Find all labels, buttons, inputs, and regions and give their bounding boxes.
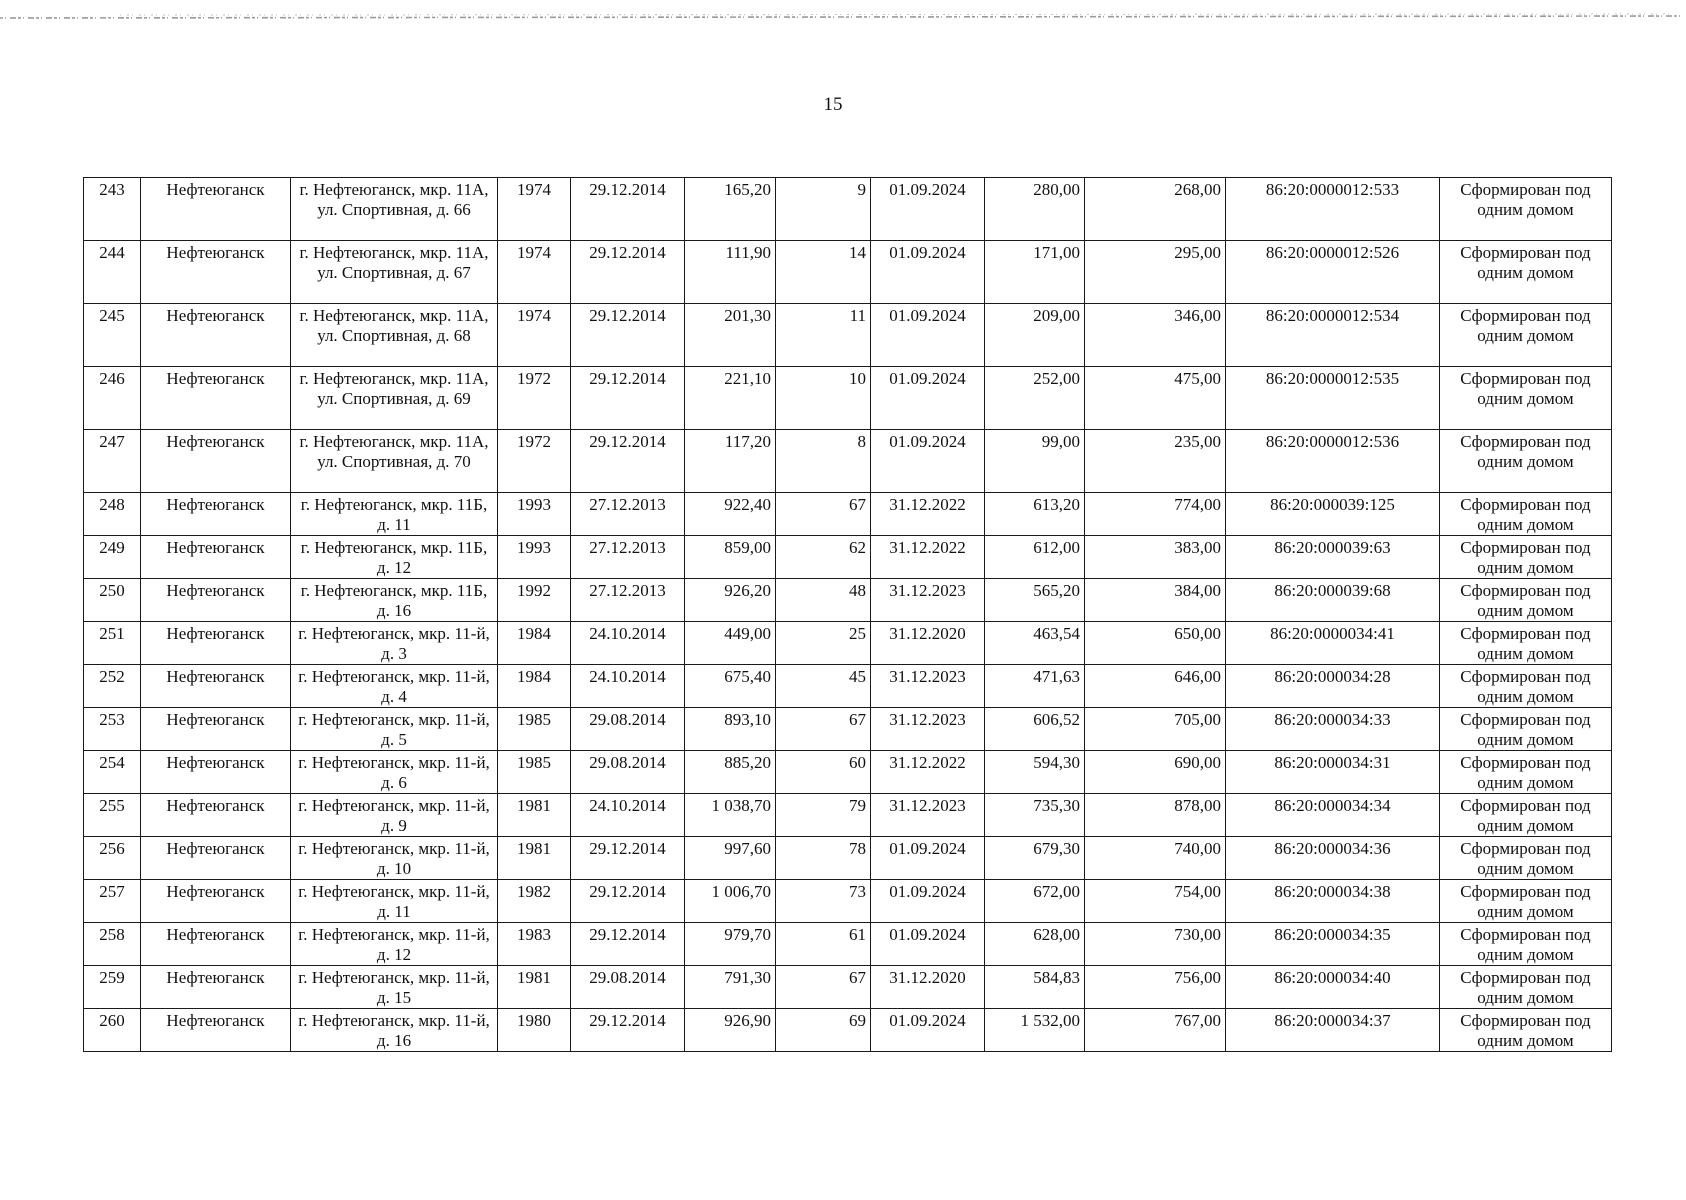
cadastral-number-cell: 86:20:000034:28 <box>1226 665 1440 708</box>
count-cell: 8 <box>776 430 871 493</box>
address-cell: г. Нефтеюганск, мкр. 11А, ул. Спортивная, д. 66 <box>291 178 498 241</box>
status-cell: Сформирован под одним домом <box>1440 304 1612 367</box>
count-cell: 78 <box>776 837 871 880</box>
cadastral-number-cell: 86:20:000039:63 <box>1226 536 1440 579</box>
value-cell: 613,20 <box>985 493 1085 536</box>
row-number: 247 <box>84 430 141 493</box>
scan-edge-artifact <box>0 10 1686 24</box>
registry-body <box>84 178 1612 1052</box>
status-cell: Сформирован под одним домом <box>1440 751 1612 794</box>
status-cell: Сформирован под одним домом <box>1440 966 1612 1009</box>
cadastral-number-cell: 86:20:000039:68 <box>1226 579 1440 622</box>
row-number: 252 <box>84 665 141 708</box>
deadline-date-cell: 01.09.2024 <box>871 923 985 966</box>
area-cell: 201,30 <box>685 304 776 367</box>
address-cell: г. Нефтеюганск, мкр. 11Б, д. 12 <box>291 536 498 579</box>
value-cell: 628,00 <box>985 923 1085 966</box>
cadastral-number-cell: 86:20:000034:34 <box>1226 794 1440 837</box>
row-number: 249 <box>84 536 141 579</box>
cadastral-number-cell: 86:20:000034:36 <box>1226 837 1440 880</box>
deadline-date-cell: 01.09.2024 <box>871 367 985 430</box>
area-cell: 221,10 <box>685 367 776 430</box>
area-cell: 926,20 <box>685 579 776 622</box>
address-cell: г. Нефтеюганск, мкр. 11-й, д. 16 <box>291 1009 498 1052</box>
count-cell: 73 <box>776 880 871 923</box>
cadastral-number-cell: 86:20:000034:35 <box>1226 923 1440 966</box>
cadastral-number-cell: 86:20:0000012:534 <box>1226 304 1440 367</box>
value-cell: 1 532,00 <box>985 1009 1085 1052</box>
deadline-date-cell: 01.09.2024 <box>871 880 985 923</box>
status-cell: Сформирован под одним домом <box>1440 622 1612 665</box>
area-cell: 926,90 <box>685 1009 776 1052</box>
count-cell: 67 <box>776 966 871 1009</box>
table-row <box>84 1009 1612 1052</box>
value-cell: 268,00 <box>1085 178 1226 241</box>
city-cell: Нефтеюганск <box>141 923 291 966</box>
count-cell: 25 <box>776 622 871 665</box>
city-cell: Нефтеюганск <box>141 751 291 794</box>
date-cell: 27.12.2013 <box>571 493 685 536</box>
city-cell: Нефтеюганск <box>141 178 291 241</box>
area-cell: 979,70 <box>685 923 776 966</box>
deadline-date-cell: 31.12.2023 <box>871 579 985 622</box>
row-number: 254 <box>84 751 141 794</box>
build-year-cell: 1981 <box>498 837 571 880</box>
address-cell: г. Нефтеюганск, мкр. 11-й, д. 9 <box>291 794 498 837</box>
deadline-date-cell: 31.12.2023 <box>871 665 985 708</box>
build-year-cell: 1980 <box>498 1009 571 1052</box>
housing-registry-table <box>83 177 1612 1052</box>
deadline-date-cell: 31.12.2020 <box>871 622 985 665</box>
value-cell: 475,00 <box>1085 367 1226 430</box>
address-cell: г. Нефтеюганск, мкр. 11А, ул. Спортивная, д. 70 <box>291 430 498 493</box>
row-number: 259 <box>84 966 141 1009</box>
build-year-cell: 1974 <box>498 304 571 367</box>
value-cell: 463,54 <box>985 622 1085 665</box>
page-number: 15 <box>823 94 843 115</box>
area-cell: 111,90 <box>685 241 776 304</box>
value-cell: 679,30 <box>985 837 1085 880</box>
status-cell: Сформирован под одним домом <box>1440 923 1612 966</box>
address-cell: г. Нефтеюганск, мкр. 11А, ул. Спортивная, д. 68 <box>291 304 498 367</box>
table-row <box>84 665 1612 708</box>
address-cell: г. Нефтеюганск, мкр. 11Б, д. 11 <box>291 493 498 536</box>
date-cell: 29.12.2014 <box>571 304 685 367</box>
cadastral-number-cell: 86:20:000034:37 <box>1226 1009 1440 1052</box>
status-cell: Сформирован под одним домом <box>1440 1009 1612 1052</box>
build-year-cell: 1981 <box>498 966 571 1009</box>
area-cell: 885,20 <box>685 751 776 794</box>
area-cell: 922,40 <box>685 493 776 536</box>
cadastral-number-cell: 86:20:0000034:41 <box>1226 622 1440 665</box>
table-row <box>84 923 1612 966</box>
area-cell: 893,10 <box>685 708 776 751</box>
value-cell: 730,00 <box>1085 923 1226 966</box>
address-cell: г. Нефтеюганск, мкр. 11А, ул. Спортивная, д. 69 <box>291 367 498 430</box>
value-cell: 252,00 <box>985 367 1085 430</box>
value-cell: 99,00 <box>985 430 1085 493</box>
status-cell: Сформирован под одним домом <box>1440 880 1612 923</box>
row-number: 256 <box>84 837 141 880</box>
city-cell: Нефтеюганск <box>141 837 291 880</box>
table-row <box>84 430 1612 493</box>
address-cell: г. Нефтеюганск, мкр. 11-й, д. 6 <box>291 751 498 794</box>
area-cell: 675,40 <box>685 665 776 708</box>
table-row <box>84 880 1612 923</box>
build-year-cell: 1993 <box>498 493 571 536</box>
deadline-date-cell: 01.09.2024 <box>871 837 985 880</box>
city-cell: Нефтеюганск <box>141 367 291 430</box>
cadastral-number-cell: 86:20:0000012:533 <box>1226 178 1440 241</box>
row-number: 248 <box>84 493 141 536</box>
date-cell: 27.12.2013 <box>571 536 685 579</box>
date-cell: 24.10.2014 <box>571 622 685 665</box>
deadline-date-cell: 31.12.2022 <box>871 493 985 536</box>
date-cell: 29.12.2014 <box>571 837 685 880</box>
value-cell: 346,00 <box>1085 304 1226 367</box>
count-cell: 48 <box>776 579 871 622</box>
date-cell: 29.12.2014 <box>571 241 685 304</box>
cadastral-number-cell: 86:20:000034:40 <box>1226 966 1440 1009</box>
address-cell: г. Нефтеюганск, мкр. 11-й, д. 4 <box>291 665 498 708</box>
count-cell: 10 <box>776 367 871 430</box>
value-cell: 774,00 <box>1085 493 1226 536</box>
table-row <box>84 367 1612 430</box>
table-row <box>84 241 1612 304</box>
cadastral-number-cell: 86:20:000034:33 <box>1226 708 1440 751</box>
table-row <box>84 178 1612 241</box>
count-cell: 67 <box>776 708 871 751</box>
count-cell: 61 <box>776 923 871 966</box>
city-cell: Нефтеюганск <box>141 622 291 665</box>
count-cell: 67 <box>776 493 871 536</box>
build-year-cell: 1974 <box>498 241 571 304</box>
address-cell: г. Нефтеюганск, мкр. 11-й, д. 12 <box>291 923 498 966</box>
value-cell: 705,00 <box>1085 708 1226 751</box>
address-cell: г. Нефтеюганск, мкр. 11-й, д. 3 <box>291 622 498 665</box>
deadline-date-cell: 31.12.2023 <box>871 794 985 837</box>
deadline-date-cell: 01.09.2024 <box>871 241 985 304</box>
value-cell: 878,00 <box>1085 794 1226 837</box>
row-number: 250 <box>84 579 141 622</box>
city-cell: Нефтеюганск <box>141 966 291 1009</box>
table-row <box>84 751 1612 794</box>
status-cell: Сформирован под одним домом <box>1440 579 1612 622</box>
value-cell: 235,00 <box>1085 430 1226 493</box>
status-cell: Сформирован под одним домом <box>1440 837 1612 880</box>
date-cell: 29.12.2014 <box>571 430 685 493</box>
area-cell: 449,00 <box>685 622 776 665</box>
build-year-cell: 1985 <box>498 751 571 794</box>
address-cell: г. Нефтеюганск, мкр. 11-й, д. 15 <box>291 966 498 1009</box>
city-cell: Нефтеюганск <box>141 708 291 751</box>
city-cell: Нефтеюганск <box>141 241 291 304</box>
city-cell: Нефтеюганск <box>141 493 291 536</box>
address-cell: г. Нефтеюганск, мкр. 11-й, д. 5 <box>291 708 498 751</box>
value-cell: 280,00 <box>985 178 1085 241</box>
table-row <box>84 708 1612 751</box>
cadastral-number-cell: 86:20:0000012:536 <box>1226 430 1440 493</box>
value-cell: 756,00 <box>1085 966 1226 1009</box>
address-cell: г. Нефтеюганск, мкр. 11-й, д. 10 <box>291 837 498 880</box>
date-cell: 29.08.2014 <box>571 966 685 1009</box>
cadastral-number-cell: 86:20:000034:38 <box>1226 880 1440 923</box>
address-cell: г. Нефтеюганск, мкр. 11Б, д. 16 <box>291 579 498 622</box>
row-number: 257 <box>84 880 141 923</box>
value-cell: 171,00 <box>985 241 1085 304</box>
count-cell: 60 <box>776 751 871 794</box>
table-row <box>84 536 1612 579</box>
count-cell: 79 <box>776 794 871 837</box>
table-row <box>84 622 1612 665</box>
build-year-cell: 1983 <box>498 923 571 966</box>
build-year-cell: 1984 <box>498 665 571 708</box>
value-cell: 594,30 <box>985 751 1085 794</box>
status-cell: Сформирован под одним домом <box>1440 708 1612 751</box>
cadastral-number-cell: 86:20:0000012:526 <box>1226 241 1440 304</box>
table-row <box>84 794 1612 837</box>
deadline-date-cell: 31.12.2020 <box>871 966 985 1009</box>
deadline-date-cell: 01.09.2024 <box>871 1009 985 1052</box>
count-cell: 9 <box>776 178 871 241</box>
value-cell: 565,20 <box>985 579 1085 622</box>
value-cell: 584,83 <box>985 966 1085 1009</box>
area-cell: 165,20 <box>685 178 776 241</box>
area-cell: 1 006,70 <box>685 880 776 923</box>
status-cell: Сформирован под одним домом <box>1440 178 1612 241</box>
build-year-cell: 1984 <box>498 622 571 665</box>
deadline-date-cell: 01.09.2024 <box>871 304 985 367</box>
area-cell: 117,20 <box>685 430 776 493</box>
value-cell: 295,00 <box>1085 241 1226 304</box>
date-cell: 29.12.2014 <box>571 1009 685 1052</box>
count-cell: 69 <box>776 1009 871 1052</box>
cadastral-number-cell: 86:20:000039:125 <box>1226 493 1440 536</box>
table-row <box>84 304 1612 367</box>
row-number: 255 <box>84 794 141 837</box>
build-year-cell: 1992 <box>498 579 571 622</box>
status-cell: Сформирован под одним домом <box>1440 794 1612 837</box>
build-year-cell: 1985 <box>498 708 571 751</box>
count-cell: 11 <box>776 304 871 367</box>
build-year-cell: 1972 <box>498 430 571 493</box>
city-cell: Нефтеюганск <box>141 579 291 622</box>
row-number: 244 <box>84 241 141 304</box>
cadastral-number-cell: 86:20:000034:31 <box>1226 751 1440 794</box>
city-cell: Нефтеюганск <box>141 1009 291 1052</box>
value-cell: 471,63 <box>985 665 1085 708</box>
area-cell: 1 038,70 <box>685 794 776 837</box>
value-cell: 735,30 <box>985 794 1085 837</box>
table-row <box>84 966 1612 1009</box>
build-year-cell: 1982 <box>498 880 571 923</box>
value-cell: 672,00 <box>985 880 1085 923</box>
value-cell: 384,00 <box>1085 579 1226 622</box>
city-cell: Нефтеюганск <box>141 665 291 708</box>
build-year-cell: 1981 <box>498 794 571 837</box>
row-number: 260 <box>84 1009 141 1052</box>
count-cell: 14 <box>776 241 871 304</box>
count-cell: 45 <box>776 665 871 708</box>
deadline-date-cell: 31.12.2023 <box>871 708 985 751</box>
table-row <box>84 493 1612 536</box>
deadline-date-cell: 01.09.2024 <box>871 178 985 241</box>
value-cell: 646,00 <box>1085 665 1226 708</box>
date-cell: 24.10.2014 <box>571 665 685 708</box>
area-cell: 791,30 <box>685 966 776 1009</box>
city-cell: Нефтеюганск <box>141 430 291 493</box>
area-cell: 997,60 <box>685 837 776 880</box>
value-cell: 740,00 <box>1085 837 1226 880</box>
date-cell: 29.08.2014 <box>571 751 685 794</box>
value-cell: 767,00 <box>1085 1009 1226 1052</box>
status-cell: Сформирован под одним домом <box>1440 665 1612 708</box>
row-number: 258 <box>84 923 141 966</box>
date-cell: 27.12.2013 <box>571 579 685 622</box>
date-cell: 29.12.2014 <box>571 178 685 241</box>
status-cell: Сформирован под одним домом <box>1440 430 1612 493</box>
table-row <box>84 579 1612 622</box>
city-cell: Нефтеюганск <box>141 536 291 579</box>
value-cell: 754,00 <box>1085 880 1226 923</box>
value-cell: 209,00 <box>985 304 1085 367</box>
area-cell: 859,00 <box>685 536 776 579</box>
deadline-date-cell: 01.09.2024 <box>871 430 985 493</box>
date-cell: 24.10.2014 <box>571 794 685 837</box>
date-cell: 29.08.2014 <box>571 708 685 751</box>
status-cell: Сформирован под одним домом <box>1440 241 1612 304</box>
build-year-cell: 1974 <box>498 178 571 241</box>
count-cell: 62 <box>776 536 871 579</box>
deadline-date-cell: 31.12.2022 <box>871 536 985 579</box>
row-number: 243 <box>84 178 141 241</box>
city-cell: Нефтеюганск <box>141 304 291 367</box>
build-year-cell: 1993 <box>498 536 571 579</box>
city-cell: Нефтеюганск <box>141 880 291 923</box>
address-cell: г. Нефтеюганск, мкр. 11А, ул. Спортивная, д. 67 <box>291 241 498 304</box>
status-cell: Сформирован под одним домом <box>1440 367 1612 430</box>
build-year-cell: 1972 <box>498 367 571 430</box>
row-number: 245 <box>84 304 141 367</box>
row-number: 253 <box>84 708 141 751</box>
date-cell: 29.12.2014 <box>571 880 685 923</box>
status-cell: Сформирован под одним домом <box>1440 536 1612 579</box>
value-cell: 690,00 <box>1085 751 1226 794</box>
value-cell: 606,52 <box>985 708 1085 751</box>
value-cell: 612,00 <box>985 536 1085 579</box>
row-number: 246 <box>84 367 141 430</box>
city-cell: Нефтеюганск <box>141 794 291 837</box>
date-cell: 29.12.2014 <box>571 367 685 430</box>
date-cell: 29.12.2014 <box>571 923 685 966</box>
row-number: 251 <box>84 622 141 665</box>
cadastral-number-cell: 86:20:0000012:535 <box>1226 367 1440 430</box>
table-row <box>84 837 1612 880</box>
status-cell: Сформирован под одним домом <box>1440 493 1612 536</box>
value-cell: 650,00 <box>1085 622 1226 665</box>
address-cell: г. Нефтеюганск, мкр. 11-й, д. 11 <box>291 880 498 923</box>
value-cell: 383,00 <box>1085 536 1226 579</box>
deadline-date-cell: 31.12.2022 <box>871 751 985 794</box>
